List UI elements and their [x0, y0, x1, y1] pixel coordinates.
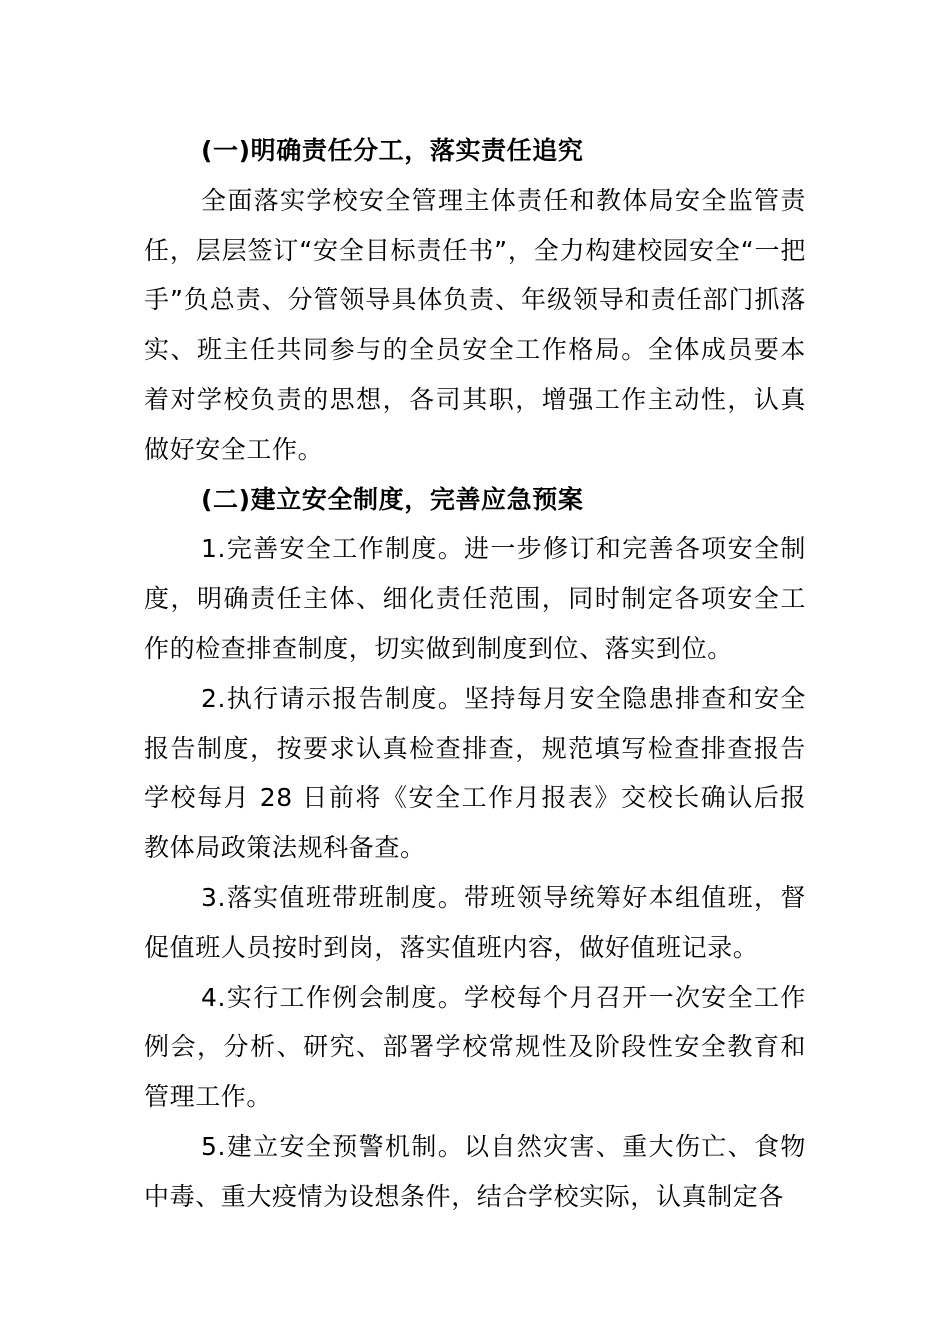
section-1-paragraph: 全面落实学校安全管理主体责任和教体局安全监管责任，层层签订“安全目标责任书”，全力构建校园安全“一把手”负总责、分管领导具体负责、年级领导和责任部门抓落实、班主任共同参与的全员安全工作格局。全体成员要本着对学校负责的思想，各司其职，增强工作主动性，认真做好安全工作。	[144, 185, 806, 464]
section-2-item-5: 5.建立安全预警机制。以自然灾害、重大伤亡、食物中毒、重大疫情为设想条件，结合学校实际，认真制定各	[144, 1131, 806, 1211]
section-2-heading: (二)建立安全制度，完善应急预案	[201, 484, 584, 514]
document-body	[144, 126, 806, 1222]
section-2-item-4: 4.实行工作例会制度。学校每个月召开一次安全工作例会，分析、研究、部署学校常规性及阶段性安全教育和管理工作。	[144, 982, 806, 1112]
section-1-heading: (一)明确责任分工，落实责任追究	[201, 136, 584, 165]
section-2-item-3: 3.落实值班带班制度。带班领导统筹好本组值班，督促值班人员按时到岗，落实值班内容，做好值班记录。	[144, 882, 806, 962]
section-2-item-2: 2.执行请示报告制度。坚持每月安全隐患排查和安全报告制度，按要求认真检查排查，规范填写检查排查报告学校每月 28 日前将《安全工作月报表》交校长确认后报教体局政策法规科备查。	[144, 683, 806, 863]
section-2-item-1: 1.完善安全工作制度。进一步修订和完善各项安全制度，明确责任主体、细化责任范围，同时制定各项安全工作的检查排查制度，切实做到制度到位、落实到位。	[144, 534, 806, 663]
